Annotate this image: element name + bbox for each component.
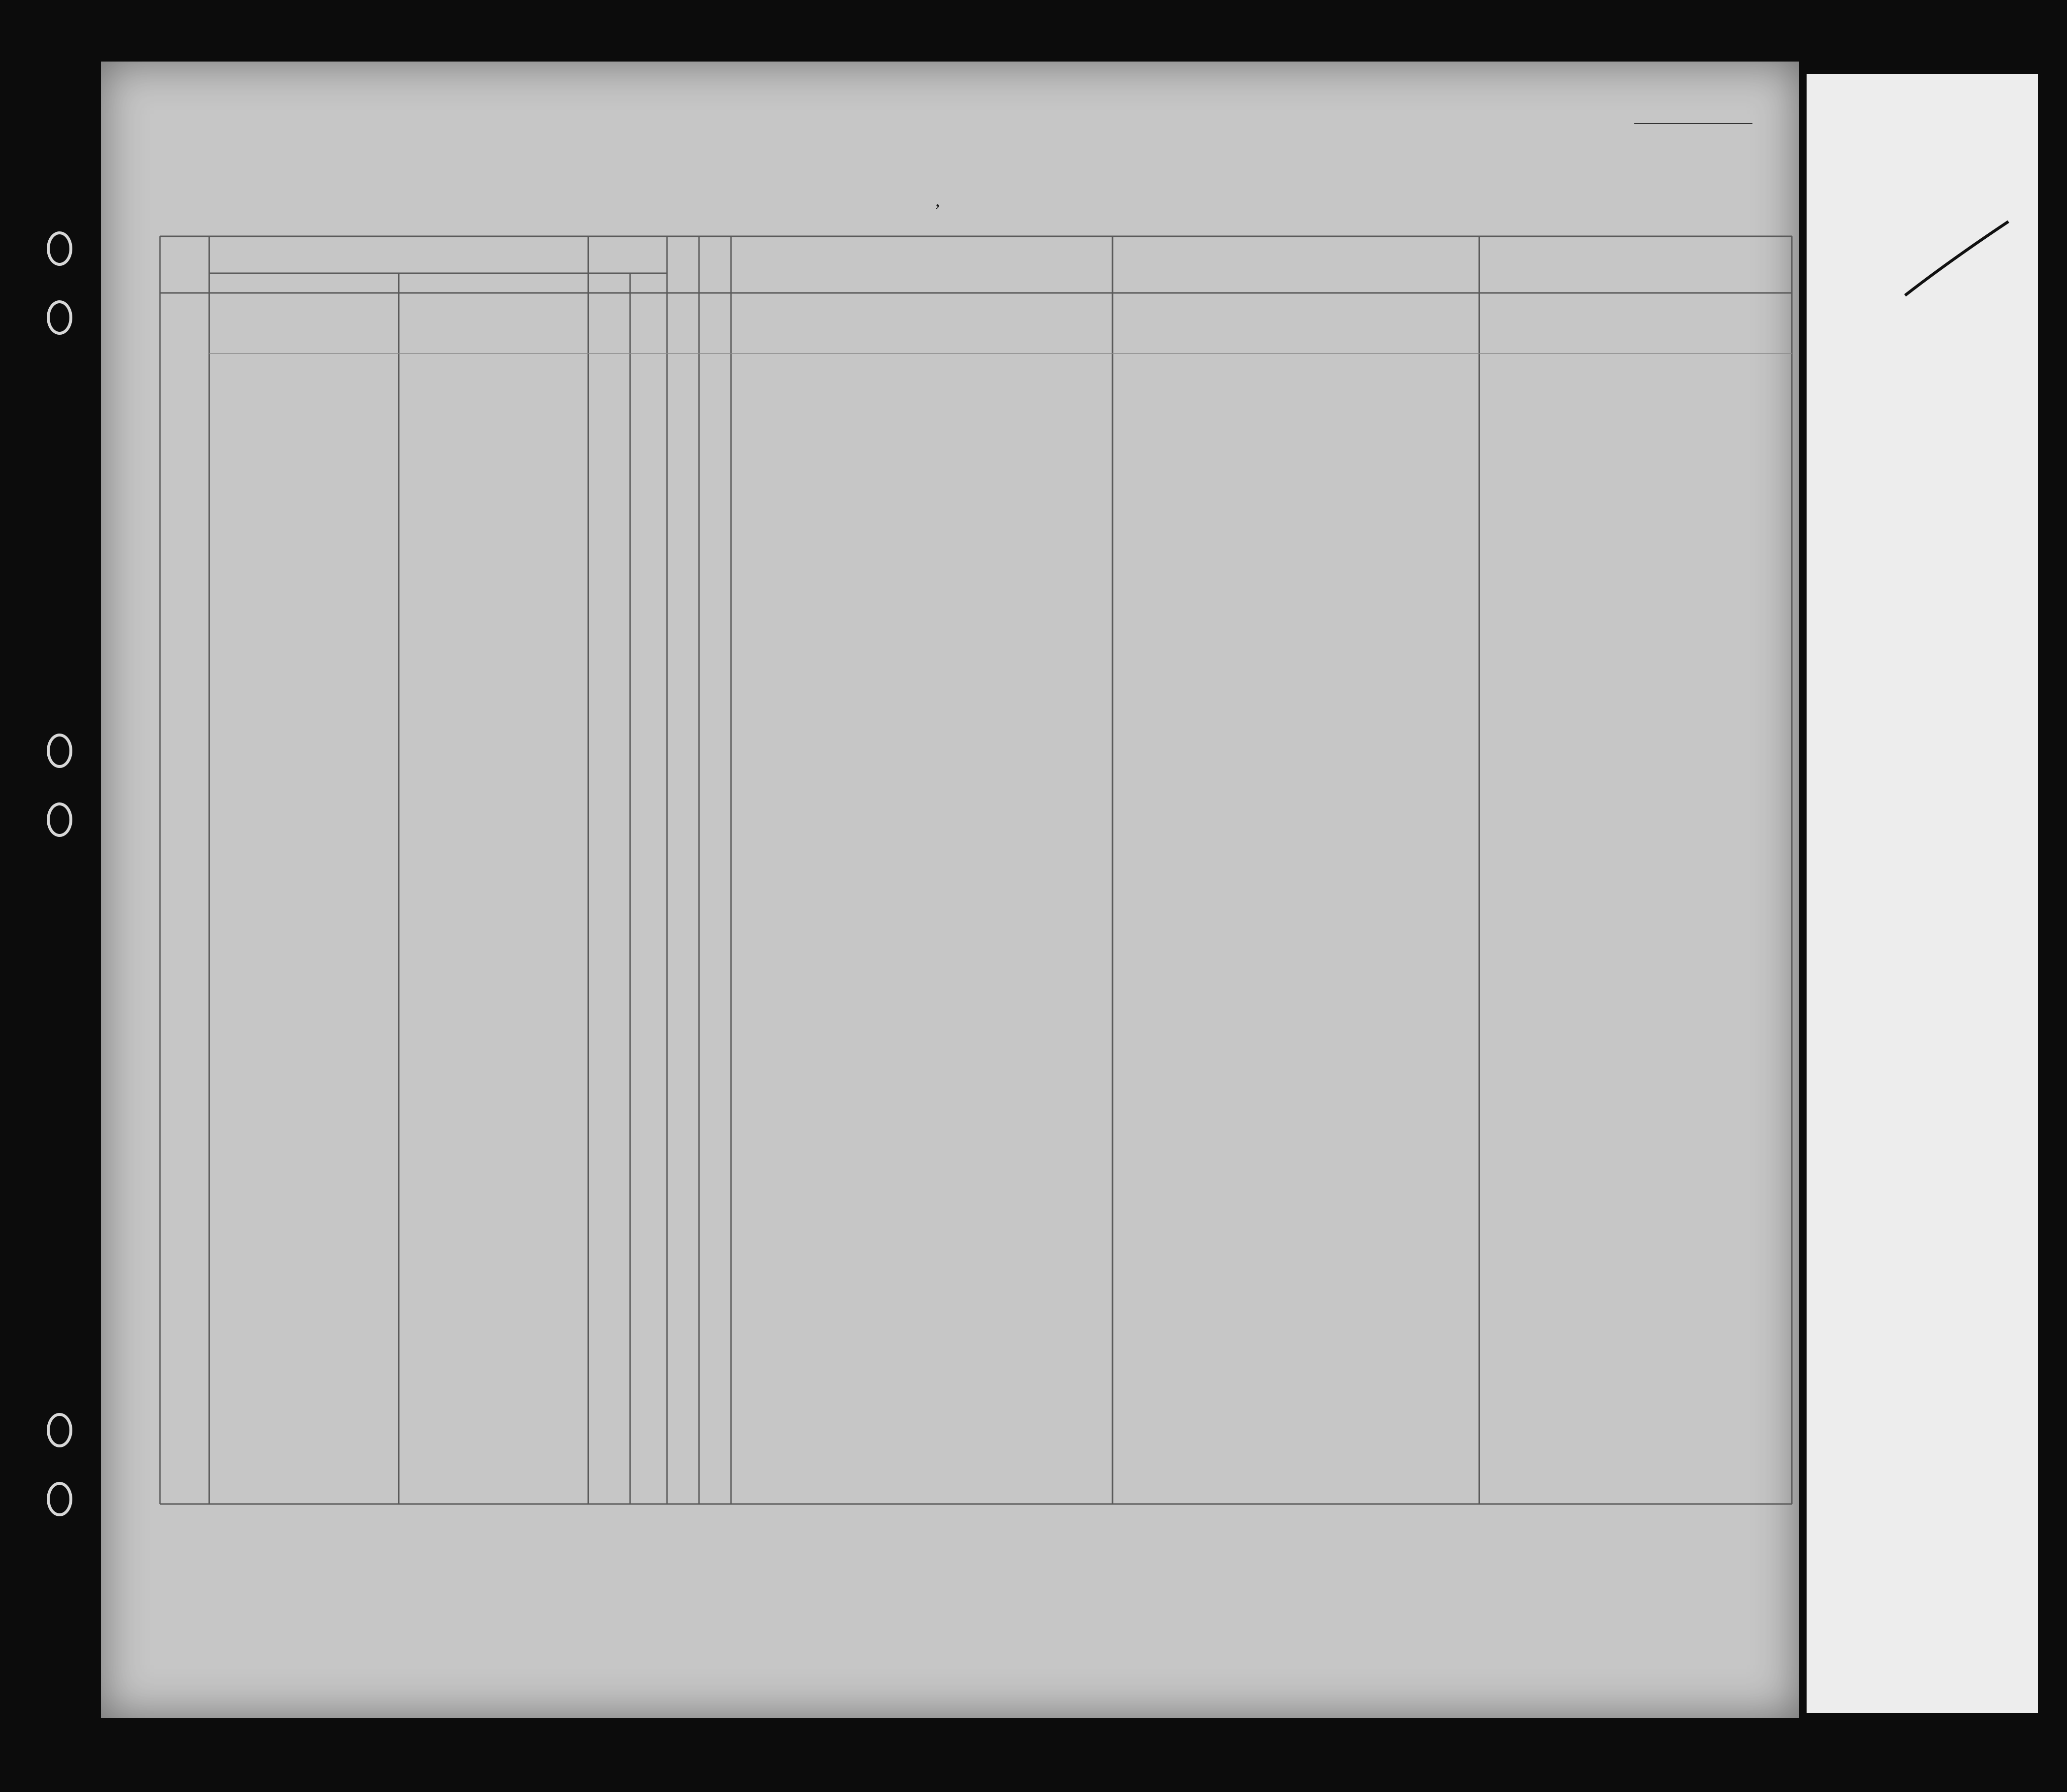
binder-hole	[47, 231, 72, 266]
binder-hole	[47, 802, 72, 837]
side-margin-strip	[1807, 74, 2038, 1713]
comma-mark: ,	[935, 190, 940, 211]
binder-hole	[47, 1482, 72, 1516]
side-pen-stroke	[1900, 212, 2013, 310]
voyage-line	[148, 190, 1772, 214]
number-underline	[1634, 123, 1752, 124]
binder-hole	[47, 1413, 72, 1447]
binder-hole	[47, 300, 72, 335]
binder-hole	[47, 734, 72, 768]
manifest-sheet	[101, 62, 1799, 1718]
